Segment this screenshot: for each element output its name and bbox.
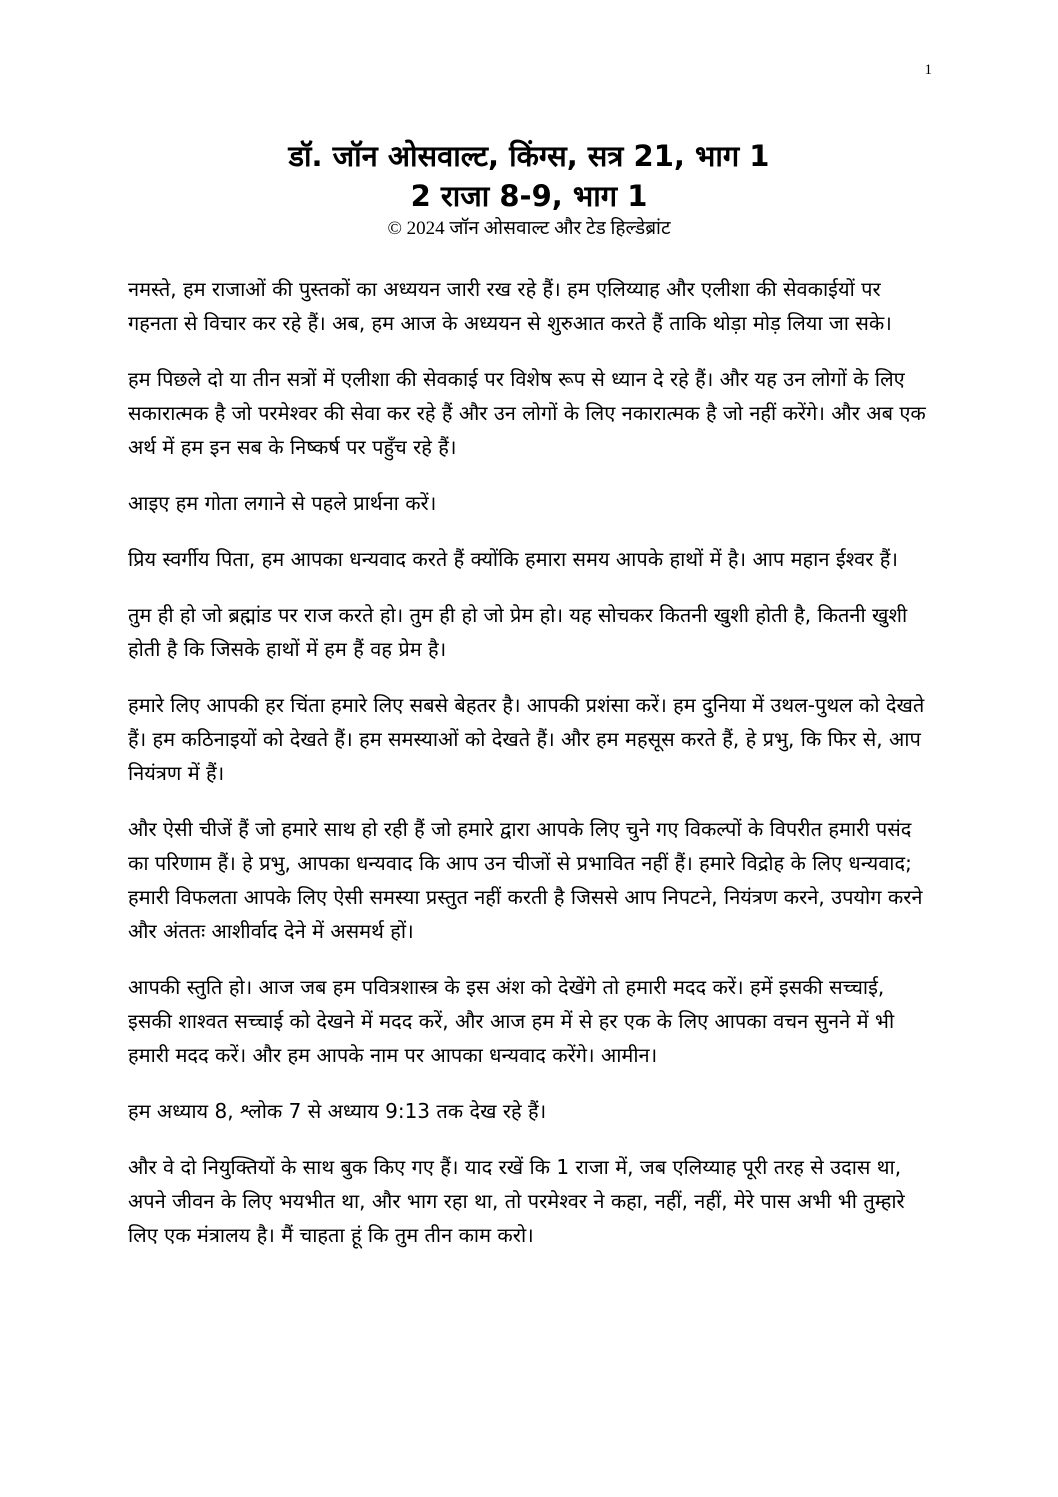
paragraph-2: हम पिछले दो या तीन सत्रों में एलीशा की सेवकाई पर विशेष रूप से ध्यान दे रहे हैं। और यह उन लोगों के लिए सकारात्मक है जो परमेश्वर की सेवा कर रहे हैं और उन लोगों के लिए नकारात्मक है जो नहीं करेंगे। और अब एक अर्थ में हम इन सब के निष्कर्ष पर पहुँच रहे हैं। (128, 367, 926, 459)
paragraph-1: नमस्ते, हम राजाओं की पुस्तकों का अध्ययन जारी रख रहे हैं। हम एलिय्याह और एलीशा की सेवकाईयों पर गहनता से विचार कर रहे हैं। अब, हम आज के अध्ययन से शुरुआत करते हैं ताकि थोड़ा मोड़ लिया जा सके। (128, 277, 892, 335)
document-body (128, 272, 928, 1274)
paragraph-10: और वे दो नियुक्तियों के साथ बुक किए गए हैं। याद रखें कि 1 राजा में, जब एलिय्याह पूरी तरह से उदास था, अपने जीवन के लिए भयभीत था, और भाग रहा था, तो परमेश्वर ने कहा, नहीं, नहीं, मेरे पास अभी भी तुम्हारे लिए एक मंत्रालय है। मैं चाहता हूं कि तुम तीन काम करो। (128, 1155, 905, 1247)
paragraph-6: हमारे लिए आपकी हर चिंता हमारे लिए सबसे बेहतर है। आपकी प्रशंसा करें। हम दुनिया में उथल-पुथल को देखते हैं। हम कठिनाइयों को देखते हैं। हम समस्याओं को देखते हैं। और हम महसूस करते हैं, हे प्रभु, कि फिर से, आप नियंत्रण में हैं। (128, 693, 925, 785)
document-title: डॉ. जॉन ओसवाल्ट, किंग्स, सत्र 21, भाग 1 (288, 139, 770, 173)
copyright-line: © 2024 जॉन ओसवाल्ट और टेड हिल्डेब्रांट (387, 218, 671, 239)
paragraph-4: प्रिय स्वर्गीय पिता, हम आपका धन्यवाद करते हैं क्योंकि हमारा समय आपके हाथों में है। आप महान ईश्वर हैं। (128, 547, 898, 571)
document-subtitle: 2 राजा 8-9, भाग 1 (410, 179, 648, 213)
page-number: 1 (924, 62, 932, 78)
paragraph-7: और ऐसी चीजें हैं जो हमारे साथ हो रही हैं जो हमारे द्वारा आपके लिए चुने गए विकल्पों के विपरीत हमारी पसंद का परिणाम हैं। हे प्रभु, आपका धन्यवाद कि आप उन चीजों से प्रभावित नहीं हैं। हमारे विद्रोह के लिए धन्यवाद; हमारी विफलता आपके लिए ऐसी समस्या प्रस्तुत नहीं करती है जिससे आप निपटने, नियंत्रण करने, उपयोग करने और अंततः आशीर्वाद देने में असमर्थ हों। (128, 817, 923, 943)
paragraph-9: हम अध्याय 8, श्लोक 7 से अध्याय 9:13 तक देख रहे हैं। (128, 1099, 547, 1123)
paragraph-8: आपकी स्तुति हो। आज जब हम पवित्रशास्त्र के इस अंश को देखेंगे तो हमारी मदद करें। हमें इसकी सच्चाई, इसकी शाश्वत सच्चाई को देखने में मदद करें, और आज हम में से हर एक के लिए आपका वचन सुनने में भी हमारी मदद करें। और हम आपके नाम पर आपका धन्यवाद करेंगे। आमीन। (128, 975, 895, 1067)
paragraph-5: तुम ही हो जो ब्रह्मांड पर राज करते हो। तुम ही हो जो प्रेम हो। यह सोचकर कितनी खुशी होती है, कितनी खुशी होती है कि जिसके हाथों में हम हैं वह प्रेम है। (128, 603, 908, 661)
document-header (0, 136, 1058, 242)
paragraph-3: आइए हम गोता लगाने से पहले प्रार्थना करें। (128, 491, 437, 515)
